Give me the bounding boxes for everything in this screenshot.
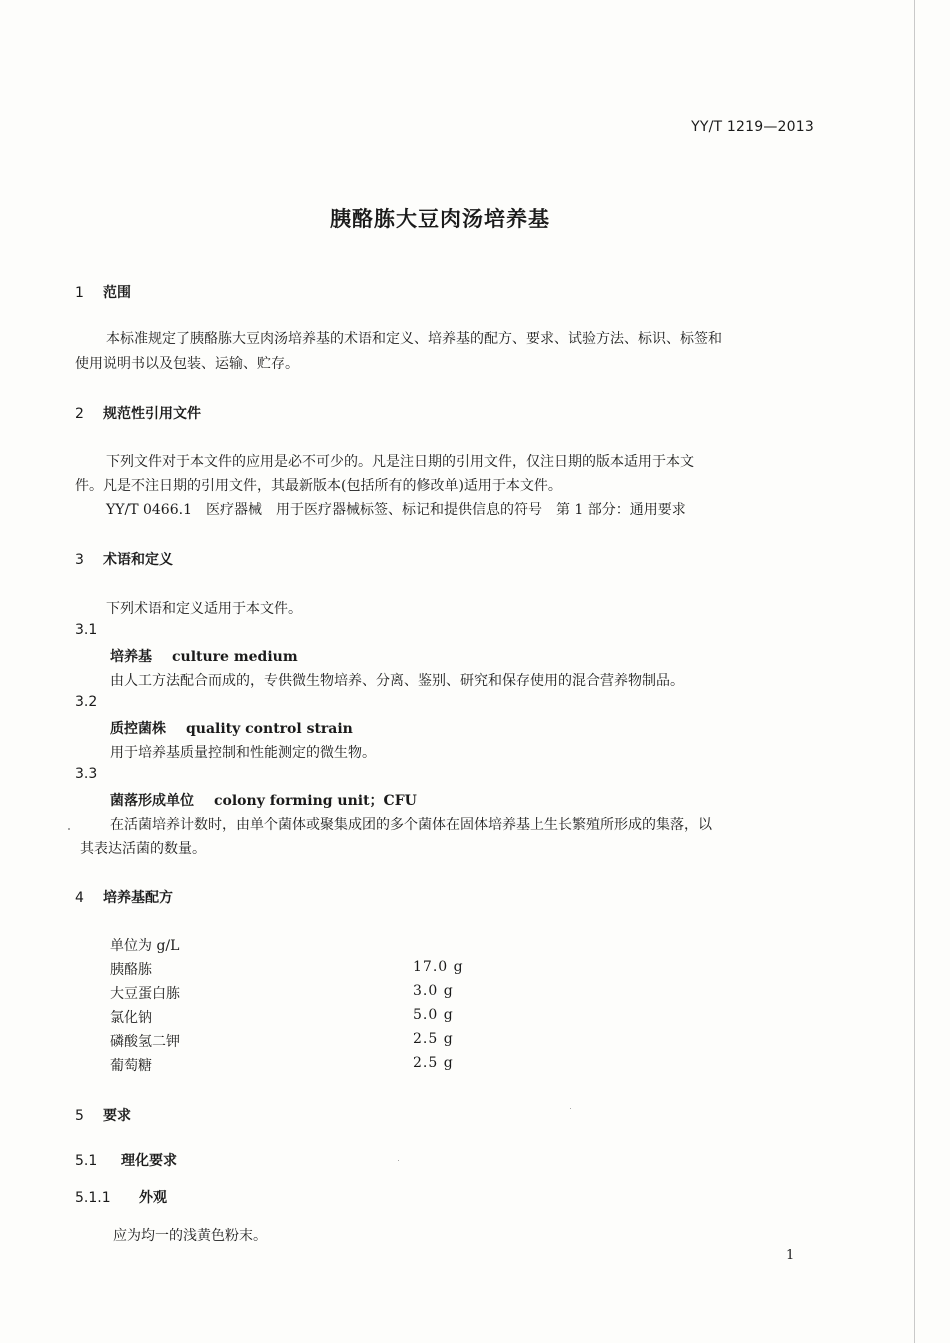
section-3-intro: 下列术语和定义适用于本文件。 (106, 601, 302, 617)
term-3-2 (110, 718, 353, 738)
section-title: 范围 (103, 285, 131, 301)
term-zh: 菌落形成单位 (110, 793, 194, 809)
term-en: culture medium (172, 649, 298, 665)
ingredient-name: 氯化钠 (110, 1010, 152, 1026)
term-3-1 (110, 646, 298, 666)
term-3-3-definition-line-2: 其表达活菌的数量。 (80, 841, 206, 857)
term-3-1-number: 3.1 (75, 622, 98, 638)
term-3-3 (110, 790, 417, 810)
subsection-5-1-heading (75, 1150, 177, 1170)
subsection-number: 5.1.1 (75, 1190, 111, 1206)
term-3-3-number: 3.3 (75, 766, 98, 782)
term-en: quality control strain (186, 721, 353, 737)
ingredient-name: 葡萄糖 (110, 1058, 152, 1074)
scan-speck (398, 1160, 399, 1161)
section-title: 术语和定义 (103, 552, 173, 568)
section-2-heading (75, 403, 201, 423)
section-title: 培养基配方 (103, 890, 173, 906)
page-number: 1 (786, 1248, 795, 1263)
term-3-1-definition: 由人工方法配合而成的，专供微生物培养、分离、鉴别、研究和保存使用的混合营养物制品。 (110, 673, 684, 689)
section-title: 规范性引用文件 (103, 406, 201, 422)
ingredient-amount: 5.0 g (413, 1007, 454, 1023)
term-3-2-number: 3.2 (75, 694, 98, 710)
section-number: 3 (75, 552, 84, 568)
document-code: YY/T 1219—2013 (691, 119, 814, 135)
section-number: 4 (75, 890, 84, 906)
section-2-para-line-1: 下列文件对于本文件的应用是必不可少的。凡是注日期的引用文件，仅注日期的版本适用于本文 (106, 454, 694, 470)
section-1-para-line-1: 本标准规定了胰酪胨大豆肉汤培养基的术语和定义、培养基的配方、要求、试验方法、标识、标签和 (106, 331, 722, 347)
ingredient-amount: 2.5 g (413, 1031, 454, 1047)
section-number: 2 (75, 406, 84, 422)
section-4-heading (75, 887, 173, 907)
section-3-heading (75, 549, 173, 569)
subsection-number: 5.1 (75, 1153, 98, 1169)
subsection-title: 理化要求 (121, 1153, 177, 1169)
subsection-5-1-1-heading (75, 1187, 167, 1207)
term-zh: 培养基 (110, 649, 152, 665)
ingredient-amount: 3.0 g (413, 983, 454, 999)
ingredient-amount: 2.5 g (413, 1055, 454, 1071)
ingredient-name: 磷酸氢二钾 (110, 1034, 180, 1050)
page-edge-line (914, 0, 915, 1343)
section-number: 1 (75, 285, 84, 301)
term-en: colony forming unit；CFU (214, 793, 417, 809)
term-3-3-definition-line-1: 在活菌培养计数时，由单个菌体或聚集成团的多个菌体在固体培养基上生长繁殖所形成的集落，以 (110, 817, 712, 833)
section-5-heading (75, 1105, 131, 1125)
term-3-2-definition: 用于培养基质量控制和性能测定的微生物。 (110, 745, 376, 761)
section-1-heading (75, 282, 131, 302)
subsection-title: 外观 (139, 1190, 167, 1206)
scan-speck (68, 828, 70, 830)
section-title: 要求 (103, 1108, 131, 1124)
ingredient-amount: 17.0 g (413, 959, 464, 975)
section-2-para-line-2: 件。凡是不注日期的引用文件，其最新版本(包括所有的修改单)适用于本文件。 (75, 478, 562, 494)
section-number: 5 (75, 1108, 84, 1124)
normative-reference: YY/T 0466.1 医疗器械 用于医疗器械标签、标记和提供信息的符号 第 1 部分：通用要求 (106, 502, 686, 518)
appearance-requirement: 应为均一的浅黄色粉末。 (113, 1228, 267, 1244)
document-title: 胰酪胨大豆肉汤培养基 (330, 207, 550, 231)
ingredient-name: 大豆蛋白胨 (110, 986, 180, 1002)
section-1-para-line-2: 使用说明书以及包装、运输、贮存。 (75, 356, 299, 372)
formula-unit: 单位为 g/L (110, 938, 180, 954)
term-zh: 质控菌株 (110, 721, 166, 737)
ingredient-name: 胰酪胨 (110, 962, 152, 978)
scan-speck (570, 1108, 571, 1109)
